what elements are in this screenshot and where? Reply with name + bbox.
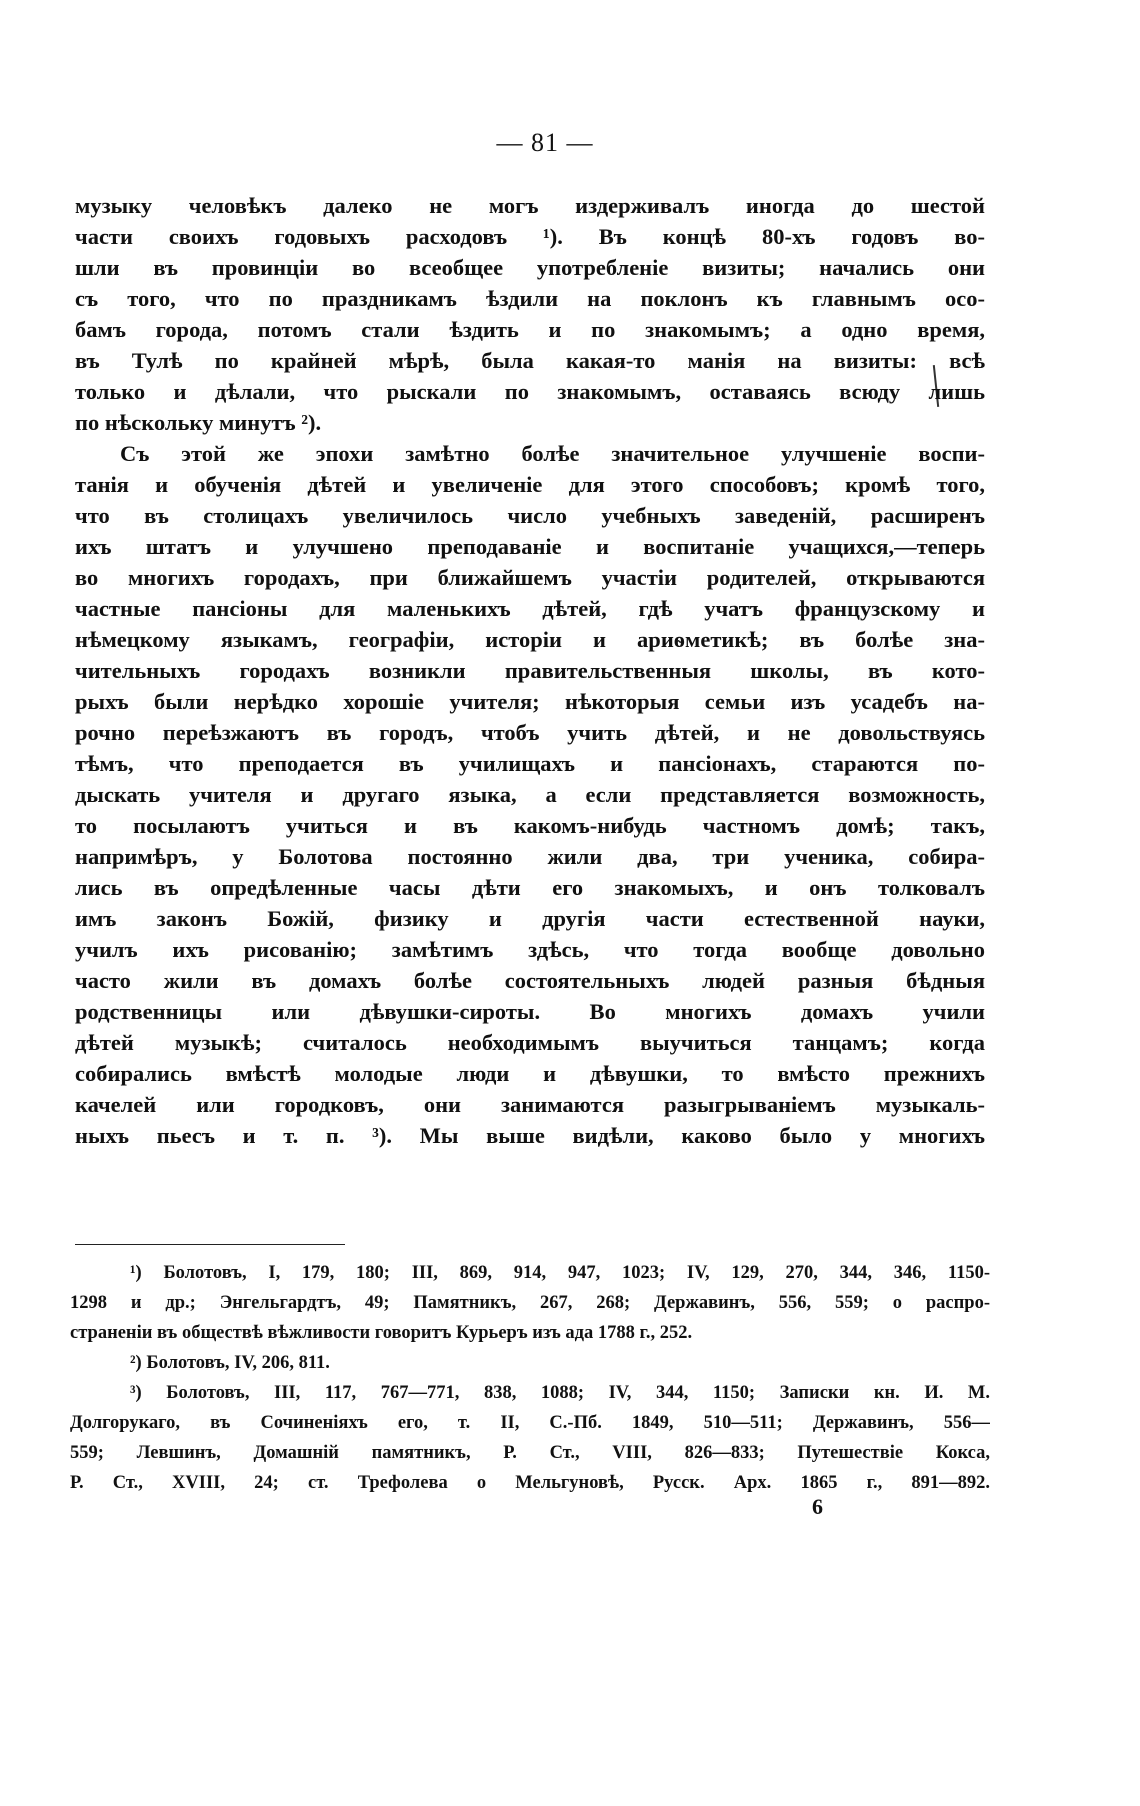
body-line: дыскать учителя и другаго языка, а если представляется возможность, [75,782,985,807]
body-line: части своихъ годовыхъ расходовъ ¹). Въ концѣ 80-хъ годовъ во- [75,224,985,249]
body-line: частные пансіоны для маленькихъ дѣтей, гдѣ учатъ французскому и [75,596,985,621]
page-number: — 81 — [496,128,594,157]
footnote-line: ³) Болотовъ, III, 117, 767—771, 838, 1088; IV, 344, 1150; Записки кн. И. М. [130,1383,990,1403]
body-line: родственницы или дѣвушки-сироты. Во многихъ домахъ учили [75,999,985,1024]
body-line: качелей или городковъ, они занимаются разыгрываніемъ музыкаль- [75,1092,985,1117]
footnotes [70,1258,990,1498]
body-line: ныхъ пьесъ и т. п. ³). Мы выше видѣли, каково было у многихъ [75,1123,985,1148]
body-line: часто жили въ домахъ болѣе состоятельныхъ людей разныя бѣдныя [75,968,985,993]
body-line: въ Тулѣ по крайней мѣрѣ, была какая-то манія на визиты: всѣ [75,348,985,373]
footnote-line: Р. Ст., XVIII, 24; ст. Трефолева о Мельгуновѣ, Русск. Арх. 1865 г., 891—892. [70,1473,990,1493]
body-line: съ того, что по праздникамъ ѣздили на поклонъ къ главнымъ осо- [75,286,985,311]
footnote-line: ¹) Болотовъ, I, 179, 180; III, 869, 914, 947, 1023; IV, 129, 270, 344, 346, 1150- [130,1263,990,1283]
body-line: шли въ провинціи во всеобщее употребленіе визиты; начались они [75,255,985,280]
body-line: имъ законъ Божій, физику и другія части естественной науки, [75,906,985,931]
body-line: училъ ихъ рисованію; замѣтимъ здѣсь, что тогда вообще довольно [75,937,985,962]
body-line: напримѣръ, у Болотова постоянно жили два, три ученика, собира- [75,844,985,869]
body-line: только и дѣлали, что рыскали по знакомымъ, оставаясь всюду лишь [75,379,985,404]
body-line: бамъ города, потомъ стали ѣздить и по знакомымъ; а одно время, [75,317,985,342]
body-line: рочно переѣзжаютъ въ городъ, чтобъ учить дѣтей, и не довольствуясь [75,720,985,745]
signature-mark: 6 [812,1494,823,1519]
body-line: во многихъ городахъ, при ближайшемъ участіи родителей, открываются [75,565,985,590]
body-line: нѣмецкому языкамъ, географіи, исторіи и ариѳметикѣ; въ болѣе зна- [75,627,985,652]
body-line: танія и обученія дѣтей и увеличеніе для этого способовъ; кромѣ того, [75,472,985,497]
body-line: дѣтей музыкѣ; считалось необходимымъ выучиться танцамъ; когда [75,1030,985,1055]
body-line: тѣмъ, что преподается въ училищахъ и пансіонахъ, стараются по- [75,751,985,776]
body-line: чительныхъ городахъ возникли правительственныя школы, въ кото- [75,658,985,683]
body-line: ихъ штатъ и улучшено преподаваніе и воспитаніе учащихся,—теперь [75,534,985,559]
body-line: то посылаютъ учиться и въ какомъ-нибудь частномъ домѣ; такъ, [75,813,985,838]
body-line: Съ этой же эпохи замѣтно болѣе значительное улучшеніе воспи- [120,441,985,466]
body-line: по нѣскольку минутъ ²). [75,410,322,435]
body-text [75,190,985,1151]
body-line: собирались вмѣстѣ молодые люди и дѣвушки, то вмѣсто прежнихъ [75,1061,985,1086]
body-line: что въ столицахъ увеличилось число учебныхъ заведеній, расширенъ [75,503,985,528]
footnote-divider [75,1244,345,1245]
footnote-line: Долгорукаго, въ Сочиненіяхъ его, т. II, С.-Пб. 1849, 510—511; Державинъ, 556— [70,1413,990,1433]
footnote-line: ²) Болотовъ, IV, 206, 811. [130,1353,330,1373]
footnote-line: 1298 и др.; Энгельгардтъ, 49; Памятникъ, 267, 268; Державинъ, 556, 559; о распро- [70,1293,990,1313]
footnote-line: страненіи въ обществѣ вѣжливости говоритъ Курьеръ изъ ада 1788 г., 252. [70,1323,693,1343]
body-line: лись въ опредѣленные часы дѣти его знакомыхъ, и онъ толковалъ [75,875,985,900]
body-line: музыку человѣкъ далеко не могъ издерживалъ иногда до шестой [75,193,985,218]
footnote-line: 559; Левшинъ, Домашній памятникъ, Р. Ст., VIII, 826—833; Путешествіе Кокса, [70,1443,990,1463]
body-line: рыхъ были нерѣдко хорошіе учителя; нѣкоторыя семьи изъ усадебъ на- [75,689,985,714]
